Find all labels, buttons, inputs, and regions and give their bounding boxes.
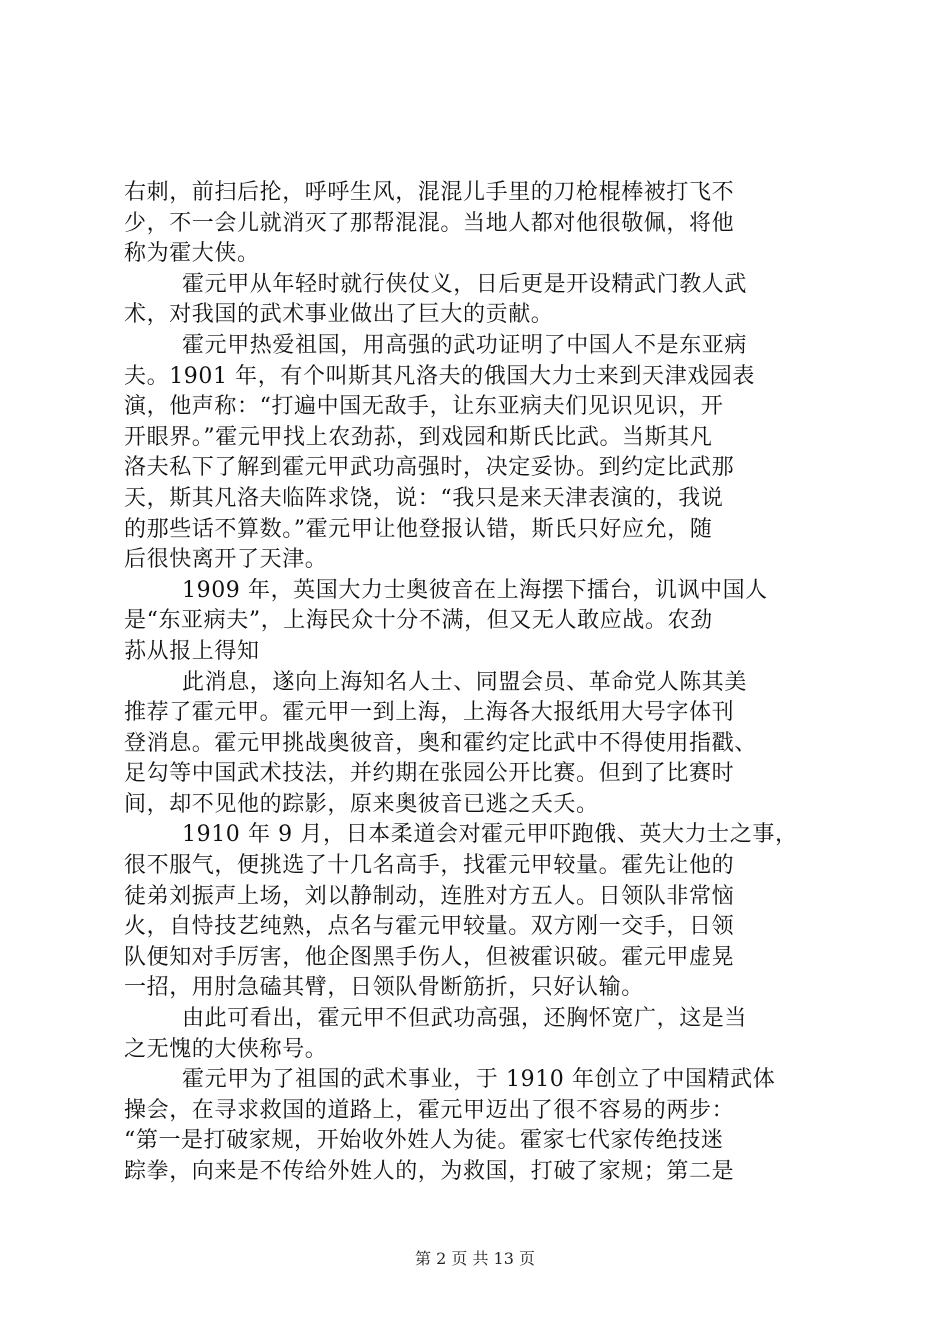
text-line: 间，却不见他的踪影，原来奥彼音已逃之夭夭。 — [124, 791, 599, 817]
paragraph — [124, 576, 836, 668]
text-line: 少，不一会儿就消灭了那帮混混。当地人都对他很敬佩，将他 — [124, 210, 735, 236]
paragraph — [124, 1004, 836, 1065]
text-line: 演，他声称：“打遍中国无敌手，让东亚病夫们见识见识，开 — [124, 394, 724, 420]
text-line: 由此可看出，霍元甲不但武功高强，还胸怀宽广，这是当 — [182, 1006, 748, 1032]
text-line: 推荐了霍元甲。霍元甲一到上海，上海各大报纸用大号字体刊 — [124, 700, 735, 726]
paragraph — [124, 820, 836, 1004]
text-line: 徒弟刘振声上场，刘以静制动，连胜对方五人。日领队非常恼 — [124, 883, 735, 909]
text-line: 操会，在寻求救国的道路上，霍元甲迈出了很不容易的两步： — [124, 1097, 735, 1123]
text-line: 此消息，遂向上海知名人士、同盟会员、革命党人陈其美 — [182, 669, 748, 695]
text-line: 开眼界。”霍元甲找上农劲荪，到戏园和斯氏比武。当斯其凡 — [124, 424, 713, 450]
text-line: 称为霍大侠。 — [124, 241, 260, 267]
text-line: 很不服气，便挑选了十几名高手，找霍元甲较量。霍先让他的 — [124, 853, 735, 879]
paragraph — [124, 668, 836, 821]
text-line: 天，斯其凡洛夫临阵求饶，说：“我只是来天津表演的，我说 — [124, 485, 724, 511]
text-line: 荪从报上得知 — [124, 638, 260, 664]
text-line: 一招，用肘急磕其臂，日领队骨断筋折，只好认输。 — [124, 975, 644, 1001]
text-line: 1909 年，英国大力士奥彼音在上海摆下擂台，讥讽中国人 — [182, 577, 768, 603]
text-line: 洛夫私下了解到霍元甲武功高强时，决定妥协。到约定比武那 — [124, 455, 735, 481]
text-line: 踪拳，向来是不传给外姓人的，为救国，打破了家规；第二是 — [124, 1159, 735, 1184]
text-line: 火，自恃技艺纯熟，点名与霍元甲较量。双方刚一交手，日领 — [124, 914, 735, 940]
text-line: 登消息。霍元甲挑战奥彼音，奥和霍约定比武中不得使用指戳、 — [124, 730, 757, 756]
text-line: 1910 年 9 月，日本柔道会对霍元甲吓跑俄、英大力士之事， — [182, 822, 798, 848]
page-footer: 第 2 页 共 13 页 — [415, 1249, 535, 1268]
text-line: 之无愧的大侠称号。 — [124, 1036, 328, 1062]
paragraph — [124, 178, 836, 270]
text-line: 右刺，前扫后抡，呼呼生风，混混儿手里的刀枪棍棒被打飞不 — [124, 180, 735, 205]
text-line: 霍元甲为了祖国的武术事业，于 1910 年创立了中国精武体 — [182, 1067, 776, 1093]
text-line: 后很快离开了天津。 — [124, 547, 328, 573]
document-body — [124, 178, 836, 1188]
paragraph — [124, 331, 836, 576]
text-line: 霍元甲热爱祖国，用高强的武功证明了中国人不是东亚病 — [182, 332, 748, 358]
text-line: 是“东亚病夫”，上海民众十分不满，但又无人敢应战。农劲 — [124, 608, 713, 634]
text-line: 霍元甲从年轻时就行侠仗义，日后更是开设精武门教人武 — [182, 271, 748, 297]
text-line: “第一是打破家规，开始收外姓人为徒。霍家七代家传绝技迷 — [124, 1128, 724, 1154]
text-line: 的那些话不算数。”霍元甲让他登报认错，斯氏只好应允，随 — [124, 516, 713, 542]
text-line: 足勾等中国武术技法，并约期在张园公开比赛。但到了比赛时 — [124, 761, 735, 787]
paragraph — [124, 1065, 836, 1187]
text-line: 队便知对手厉害，他企图黑手伤人，但被霍识破。霍元甲虚晃 — [124, 944, 735, 970]
text-line: 夫。1901 年，有个叫斯其凡洛夫的俄国大力士来到天津戏园表 — [124, 363, 755, 389]
text-line: 术，对我国的武术事业做出了巨大的贡献。 — [124, 302, 554, 328]
paragraph — [124, 270, 836, 331]
